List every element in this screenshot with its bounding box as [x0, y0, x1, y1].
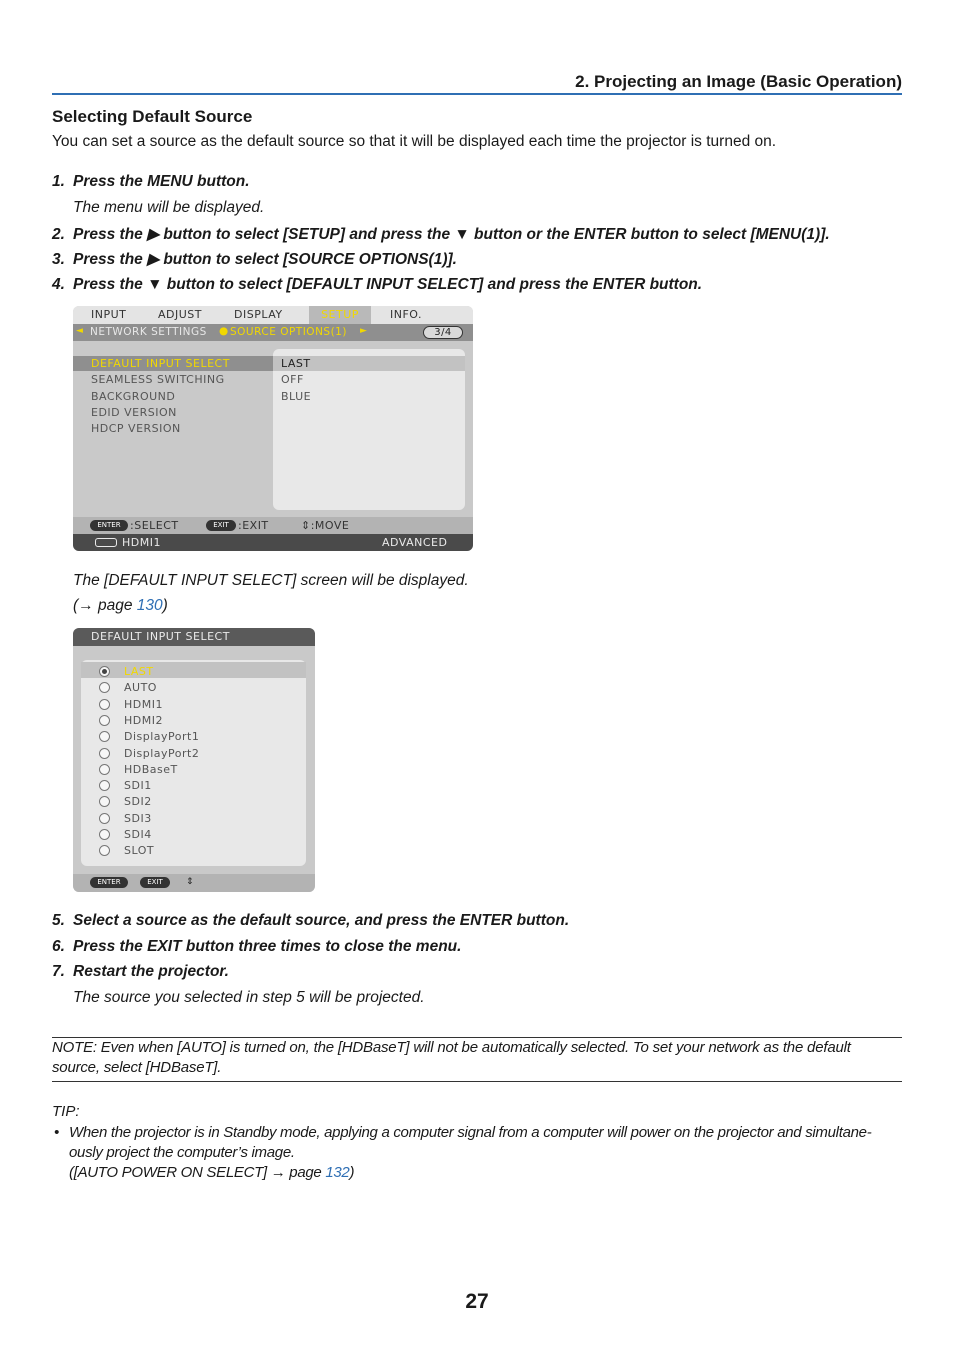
menu-tabs [73, 306, 473, 324]
step-4-result: The [DEFAULT INPUT SELECT] screen will be displayed. [73, 572, 469, 589]
header-title: 2. Projecting an Image (Basic Operation) [575, 72, 902, 91]
source-option: SDI1 [124, 779, 152, 793]
hdmi-icon [95, 538, 117, 547]
source-option: DisplayPort2 [124, 746, 200, 760]
source-option: SDI3 [124, 811, 152, 825]
option-blue: BLUE [281, 390, 312, 403]
step-7-result: The source you selected in step 5 will be projected. [73, 989, 425, 1006]
exit-button-icon: EXIT [140, 877, 170, 888]
source-option: HDBaseT [124, 762, 178, 776]
page-132-link[interactable]: 132 [325, 1164, 350, 1181]
step-5: 5. Select a source as the default source, and press the ENTER button. [52, 912, 570, 929]
bullet-icon: • [54, 1124, 59, 1141]
enter-button-icon: ENTER [90, 877, 128, 888]
source-option: SDI2 [124, 795, 152, 809]
page-130-link[interactable]: 130 [136, 597, 163, 614]
intro-paragraph: You can set a source as the default source so that it will be displayed each time the projector is turned on. [52, 133, 777, 150]
note: NOTE: Even when [AUTO] is turned on, the [HDBaseT] will not be automatically selected. To set your network as the default source, select [HDBaseT]. [52, 1039, 851, 1076]
tip-line-1: When the projector is in Standby mode, applying a computer signal from a computer will power on the projector and simultane- [69, 1124, 872, 1141]
menu-breadcrumb [73, 324, 473, 341]
tip-label: TIP: [52, 1103, 80, 1120]
crumb-dot-icon: ● [219, 325, 229, 337]
setup-menu-screenshot [73, 306, 473, 551]
step-1-result: The menu will be displayed. [73, 199, 265, 216]
header-rule [52, 93, 902, 95]
option-last: LAST [281, 357, 311, 370]
tip-line-2: ously project the computer’s image. [69, 1144, 295, 1161]
source-option: DisplayPort1 [124, 730, 200, 744]
move-icon: ⇕ [186, 877, 195, 887]
source-option: LAST [124, 665, 154, 678]
step-3: 3. Press the ▶ button to select [SOURCE OPTIONS(1)]. [52, 251, 457, 268]
step-2: 2. Press the ▶ button to select [SETUP] and press the ▼ button or the ENTER button to select [MENU(1)]. [52, 226, 830, 243]
page-reference: (→ page 130) [73, 597, 168, 614]
tip-body [52, 1123, 904, 1183]
dialog-title: DEFAULT INPUT SELECT [73, 628, 315, 646]
menu-item-hdcp-version: HDCP VERSION [91, 422, 181, 435]
source-option: HDMI1 [124, 697, 163, 711]
status-mode: ADVANCED [382, 536, 448, 549]
crumb-network-settings: NETWORK SETTINGS [90, 326, 207, 338]
radio-icon [99, 813, 110, 824]
tab-info: INFO. [390, 308, 423, 321]
tab-display: DISPLAY [234, 308, 283, 321]
step-7: 7. Restart the projector. [52, 963, 229, 980]
step-6: 6. Press the EXIT button three times to close the menu. [52, 938, 462, 955]
crumb-source-options: SOURCE OPTIONS(1) [230, 326, 347, 338]
enter-button-icon: ENTER [90, 520, 128, 531]
step-4: 4. Press the ▼ button to select [DEFAULT INPUT SELECT] and press the ENTER button. [52, 276, 703, 293]
enter-label: :SELECT [130, 519, 179, 532]
tab-setup: SETUP [309, 306, 371, 324]
step-1: 1. Press the MENU button. [52, 173, 250, 190]
dialog-footer [73, 874, 315, 892]
selected-source-highlight [81, 662, 306, 678]
source-option: AUTO [124, 681, 157, 695]
menu-item-edid-version: EDID VERSION [91, 406, 177, 419]
menu-item-background: BACKGROUND [91, 390, 176, 403]
section-title: Selecting Default Source [52, 107, 253, 126]
exit-label: :EXIT [238, 519, 269, 532]
source-option: SLOT [124, 844, 155, 858]
menu-item-seamless-switching: SEAMLESS SWITCHING [91, 373, 225, 386]
radio-icon [99, 764, 110, 775]
right-arrow-icon: ► [360, 326, 368, 336]
menu-footer [73, 517, 473, 534]
left-arrow-icon: ◄ [76, 326, 84, 336]
status-input: HDMI1 [122, 536, 161, 549]
exit-button-icon: EXIT [206, 520, 236, 531]
radio-icon [99, 829, 110, 840]
radio-icon [99, 715, 110, 726]
tab-input: INPUT [91, 308, 127, 321]
radio-icon [99, 699, 110, 710]
page-indicator: 3/4 [423, 326, 463, 339]
source-option: SDI4 [124, 828, 152, 841]
page-number: 27 [465, 1290, 489, 1313]
note-bottom-rule [52, 1081, 902, 1082]
tip-line-3: ([AUTO POWER ON SELECT] → page 132) [69, 1164, 355, 1181]
source-list-panel [81, 660, 306, 866]
option-off: OFF [281, 373, 304, 386]
radio-icon [99, 666, 110, 677]
default-input-select-screenshot [73, 628, 315, 892]
menu-status-bar [73, 534, 473, 551]
menu-item-default-input-select: DEFAULT INPUT SELECT [91, 357, 230, 370]
tab-adjust: ADJUST [158, 308, 202, 321]
move-label: ⇕:MOVE [301, 519, 350, 532]
source-option: HDMI2 [124, 713, 163, 727]
radio-icon [99, 748, 110, 759]
